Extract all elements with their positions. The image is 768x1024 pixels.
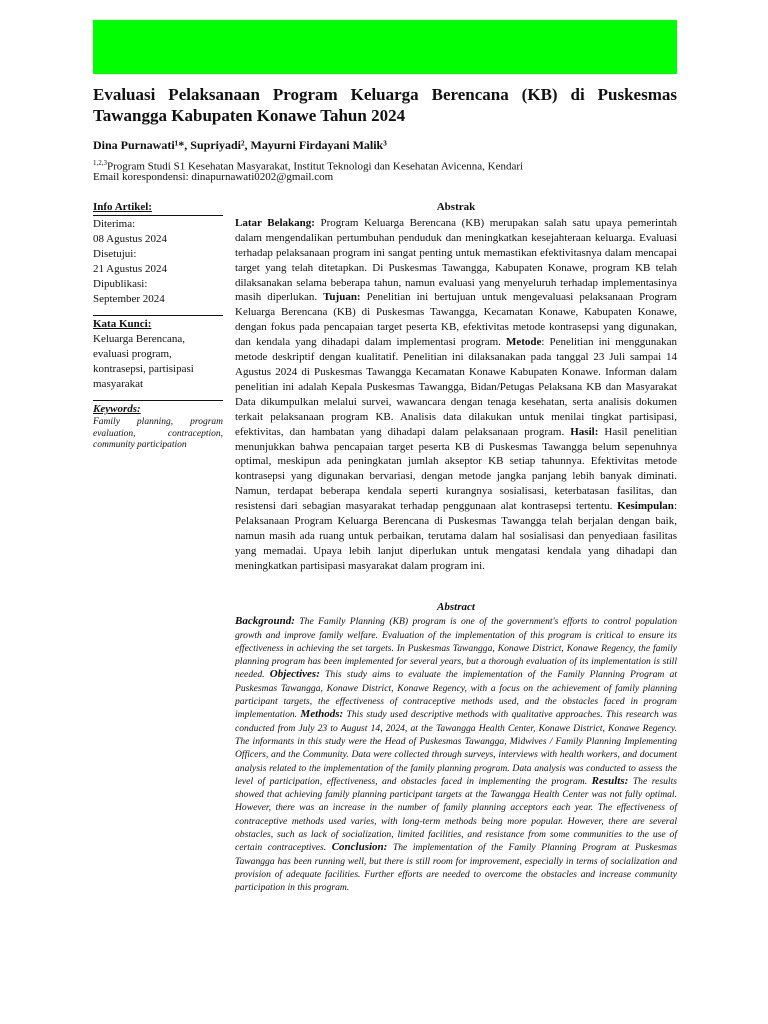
article-info-column [93,200,223,452]
abstrak-section [235,200,677,574]
affiliation-marks: 1,2,3 [93,159,107,167]
header-banner [93,20,677,74]
abstract-body: Background: The Family Planning (KB) program is one of the government's efforts to control population growth and improve family welfare. Evaluation of the implementation of this program is critical to ensure its effectiveness in achieving the set targets. In Puskesmas Tawangga, Konawe District, Konawe Regency, the family planning program has been implemented for several years, but a thorough evaluation of its implementation is still needed. Objectives: This study aims to evaluate the implementation of the Family Planning Program at Puskesmas Tawangga, Konawe District, Konawe Regency, with a focus on the achievement of family planning participant targets, the effectiveness of contraceptive methods used, and the obstacles faced in program implementation. Methods: This study used descriptive methods with qualitative approaches. This research was conducted from July 23 to August 14, 2024, at the Tawangga Health Center, Konawe District, Konawe Regency. The informants in this study were the Head of Puskesmas Tawangga, Midwives / Family Planning Implementing Officers, and the Community. Data were collected through surveys, interviews with health workers, and document analysis related to the implementation of the family planning program. Data analysis was conducted to assess the level of participation, effectiveness, and obstacles faced in implementing the program. Results: The results showed that achieving family planning participant targets at the Tawangga Health Center was not fully optimal. However, there was an increase in the number of family planning acceptors each year. The effectiveness of contraceptive methods used varies, with long-term methods being more popular. However, there are several obstacles, such as lack of socialization, limited facilities, and resistance from some communities to the use of certain contraceptives. Conclusion: The implementation of the Family Planning Program at Puskesmas Tawangga has been running well, but there is still room for improvement, especially in terms of socialization and provision of adequate facilities. Further efforts are needed to overcome the obstacles and increase community participation in this program. [235,615,678,894]
received-label: Diterima: [93,218,136,230]
kata-kunci-heading: Kata Kunci: [93,318,152,330]
abstrak-heading: Abstrak [436,201,476,213]
kata-kunci-divider [93,315,223,316]
author-list: Dina Purnawati¹*, Supriyadi², Mayurni Firdayani Malik³ [93,138,387,152]
abstract-section [235,601,677,895]
received-date: 08 Agustus 2024 [93,233,167,245]
approved-label: Disetujui: [93,248,137,260]
abstrak-body: Latar Belakang: Program Keluarga Berencana (KB) merupakan salah satu upaya pemerintah dalam mengendalikan pertumbuhan penduduk dan meningkatkan kesejahteraan keluarga. Evaluasi terhadap pelaksanaan program ini sangat penting untuk memastikan efektivitasnya dalam mencapai target yang telah ditetapkan. Di Puskesmas Tawangga, Kabupaten Konawe, program KB telah dilaksanakan selama beberapa tahun, namun evaluasi yang menyeluruh terhadap implementasinya masih diperlukan. Tujuan: Penelitian ini bertujuan untuk mengevaluasi pelaksanaan Program Keluarga Berencana (KB) di Puskesmas Tawangga, Kecamatan Konawe, Kabupaten Konawe, dengan fokus pada pencapaian target peserta KB, efektivitas metode kontrasepsi yang digunakan, dan kendala yang dihadapi dalam implementasi program. Metode: Penelitian ini menggunakan metode deskriptif dengan kualitatif. Penelitian ini dilaksanakan pada tanggal 23 Juli sampai 14 Agustus 2024 di Puskesmas Tawangga Kecamatan Konawe Kabupaten Konawe. Informan dalam penelitian ini adalah Kepala Puskesmas Tawangga, Bidan/Petugas Pelaksana KB dan Masyarakat Data dikumpulkan melalui survei, wawancara dengan tenaga kesehatan, serta analisis dokumen terkait pelaksanaan program KB. Analisis data dilakukan untuk menilai tingkat partisipasi, efektivitas, dan hambatan yang dihadapi dalam pelaksanaan program. Hasil: Hasil penelitian menunjukkan bahwa pencapaian target peserta KB di Puskesmas Tawangga belum sepenuhnya optimal, meskipun ada peningkatan jumlah akseptor KB setiap tahunnya. Efektivitas metode kontrasepsi yang digunakan bervariasi, dengan metode jangka panjang lebih banyak diminati. Namun, terdapat beberapa kendala seperti kurangnya sosialisasi, keterbatasan fasilitas, dan resistensi dari sebagian masyarakat terhadap penggunaan alat kontrasepsi tertentu. Kesimpulan: Pelaksanaan Program Keluarga Berencana di Puskesmas Tawangga telah berjalan dengan baik, namun masih ada ruang untuk perbaikan, terutama dalam hal sosialisasi dan penyediaan fasilitas yang memadai. Upaya lebih lanjut diperlukan untuk mengatasi kendala yang dihadapi dan meningkatkan partisipasi masyarakat dalam program ini. [235,216,678,572]
kata-kunci-text: Keluarga Berencana, evaluasi program, kontrasepsi, partisipasi masyarakat [93,333,194,390]
abstract-heading: Abstract [437,601,475,613]
keywords-divider [93,400,223,401]
published-label: Dipublikasi: [93,278,148,290]
published-date: September 2024 [93,293,165,305]
info-divider [93,215,223,216]
correspondence-email: Email korespondensi: dinapurnawati0202@gmail.com [93,171,334,183]
affiliation-text: Program Studi S1 Kesehatan Masyarakat, Institut Teknologi dan Kesehatan Avicenna, Kendari [107,160,524,173]
info-heading: Info Artikel: [93,201,152,213]
keywords-text: Family planning, program evaluation, contraception, community participation [93,417,223,450]
paper-title: Evaluasi Pelaksanaan Program Keluarga Berencana (KB) di Puskesmas Tawangga Kabupaten Konawe Tahun 2024 [93,85,677,125]
keywords-heading: Keywords: [93,403,141,415]
approved-date: 21 Agustus 2024 [93,263,167,275]
